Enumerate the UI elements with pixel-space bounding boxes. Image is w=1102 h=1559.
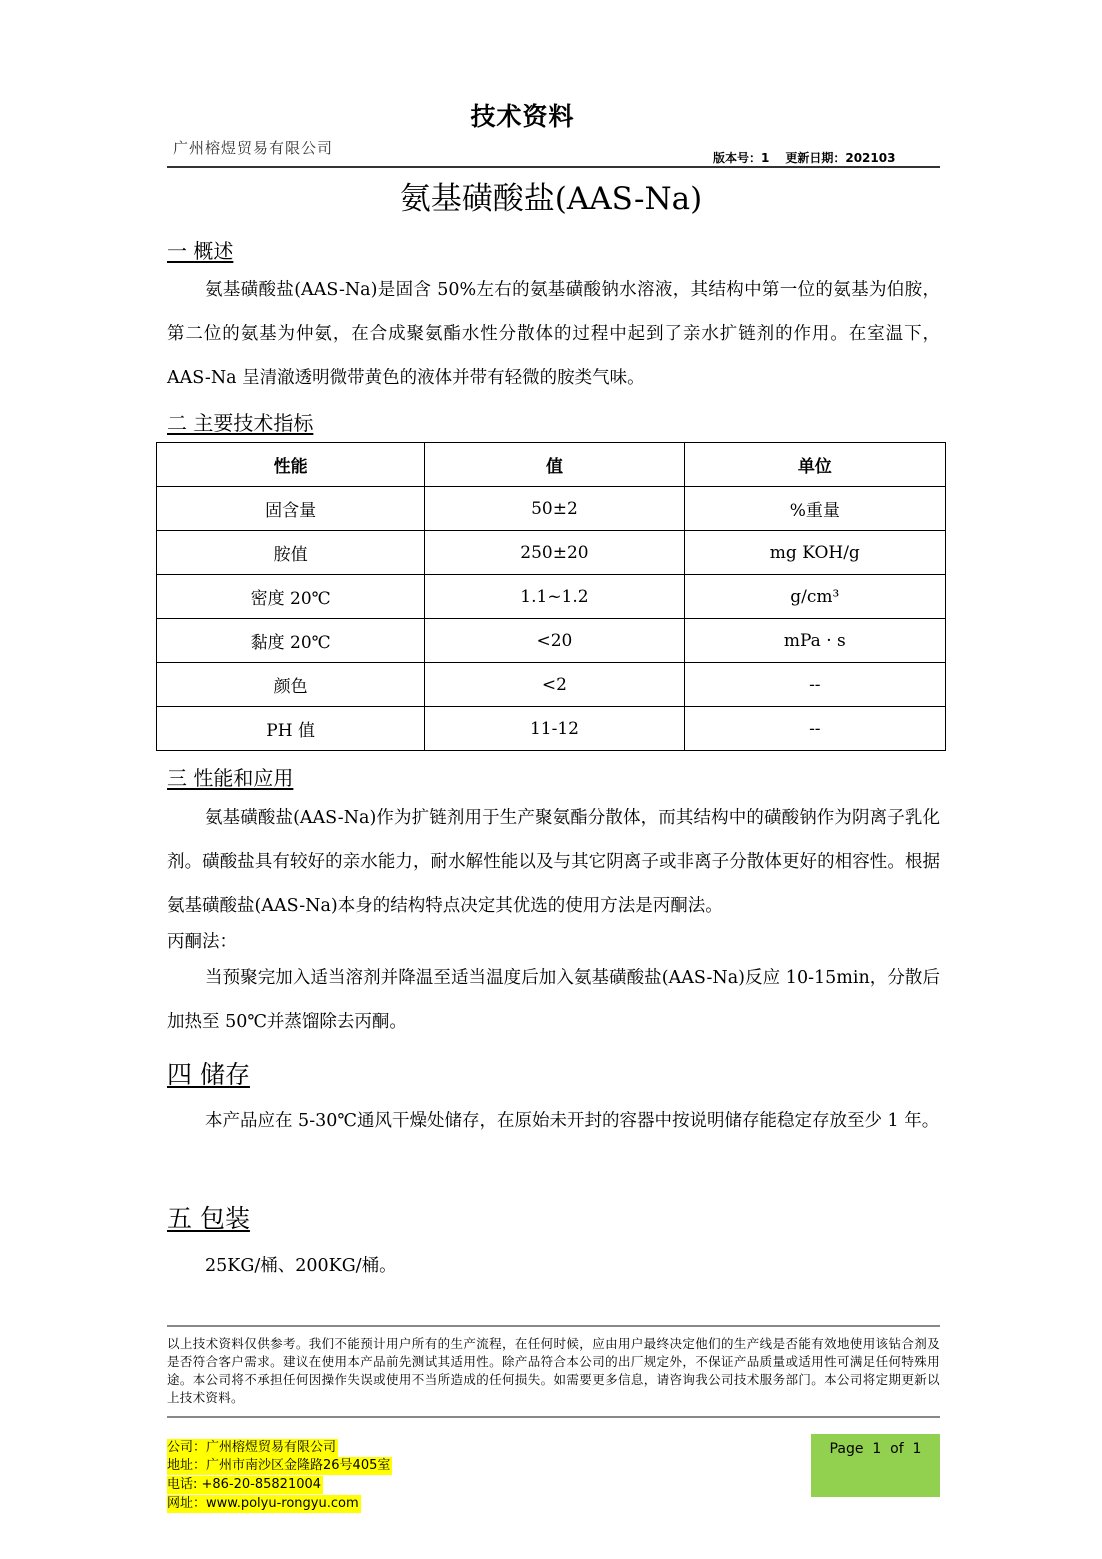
table-row — [157, 663, 946, 707]
table-cell: 50±2 — [425, 487, 684, 531]
table-cell: 250±20 — [425, 531, 684, 575]
table-cell: 胺值 — [157, 531, 425, 575]
table-header-cell: 值 — [425, 443, 684, 487]
table-cell: 颜色 — [157, 663, 425, 707]
storage-paragraph: 本产品应在 5-30℃通风干燥处储存，在原始未开封的容器中按说明储存能稳定存放至少 1 年。 — [205, 1111, 940, 1131]
table-cell: g/cm³ — [684, 575, 945, 619]
table-cell: <20 — [425, 619, 684, 663]
table-cell: mg KOH/g — [684, 531, 945, 575]
table-row — [157, 619, 946, 663]
table-cell: -- — [684, 663, 945, 707]
version-info — [713, 149, 911, 166]
update-date: 更新日期：202103 — [785, 151, 896, 165]
table-cell: PH 值 — [157, 707, 425, 751]
page-number: Page 1 of 1 — [829, 1441, 922, 1457]
table-cell: 密度 20℃ — [157, 575, 425, 619]
contact-website: 网址：www.polyu-rongyu.com — [167, 1496, 359, 1511]
disclaimer-text: 以上技术资料仅供参考。我们不能预计用户所有的生产流程，在任何时候，应由用户最终决定他们的生产线是否能有效地使用该钻合剂及是否符合客户需求。建议在使用本产品前先测试其适用性。除产品符合本公司的出厂规定外，不保证产品质量或适用性可满足任何特殊用途。本公司将不承担任何因操作失误或使用不当所造成的任何损失。如需要更多信息，请咨询我公司技术服务部门。本公司将定期更新以上技术资料。 — [167, 1336, 940, 1405]
section-heading-applications: 三 性能和应用 — [167, 766, 294, 790]
page-number-box — [811, 1434, 940, 1497]
spec-table — [156, 442, 946, 751]
table-cell: <2 — [425, 663, 684, 707]
table-row — [157, 575, 946, 619]
section-heading-packaging: 五 包装 — [167, 1204, 250, 1233]
table-header-cell: 单位 — [684, 443, 945, 487]
packaging-paragraph: 25KG/桶、200KG/桶。 — [205, 1256, 397, 1276]
table-cell: 1.1~1.2 — [425, 575, 684, 619]
section-heading-storage: 四 储存 — [167, 1060, 250, 1089]
section-heading-overview: 一 概述 — [167, 239, 234, 263]
acetone-method-paragraph: 当预聚完加入适当溶剂并降温至适当温度后加入氨基磺酸盐(AAS-Na)反应 10-15min，分散后加热至 50℃并蒸馏除去丙酮。 — [167, 968, 940, 1032]
table-header-cell: 性能 — [157, 443, 425, 487]
section-heading-specs: 二 主要技术指标 — [167, 411, 314, 435]
table-row — [157, 531, 946, 575]
table-row — [157, 487, 946, 531]
table-cell: 11-12 — [425, 707, 684, 751]
version-number: 版本号：1 — [713, 151, 770, 165]
footer-divider-top — [167, 1325, 940, 1327]
company-name-header: 广州榕煜贸易有限公司 — [173, 139, 334, 157]
header-divider — [167, 166, 940, 168]
table-cell: mPa · s — [684, 619, 945, 663]
table-header-row — [157, 443, 946, 487]
table-cell: 固含量 — [157, 487, 425, 531]
contact-company: 公司：广州榕煜贸易有限公司 — [167, 1440, 337, 1455]
acetone-method-label: 丙酮法： — [167, 932, 237, 952]
overview-paragraph: 氨基磺酸盐(AAS-Na)是固含 50%左右的氨基磺酸钠水溶液，其结构中第一位的氨基为伯胺，第二位的氨基为仲氨，在合成聚氨酯水性分散体的过程中起到了亲水扩链剂的作用。在室温下，AAS-Na 呈清澈透明微带黄色的液体并带有轻微的胺类气味。 — [167, 280, 940, 388]
table-cell: 黏度 20℃ — [157, 619, 425, 663]
table-row — [157, 707, 946, 751]
product-title: 氨基磺酸盐(AAS-Na) — [399, 181, 703, 217]
table-cell: %重量 — [684, 487, 945, 531]
footer-divider-bottom — [167, 1416, 940, 1418]
table-cell: -- — [684, 707, 945, 751]
document-title: 技术资料 — [470, 102, 575, 131]
contact-address: 地址：广州市南沙区金隆路26号405室 — [167, 1458, 391, 1473]
contact-phone: 电话: +86-20-85821004 — [167, 1477, 322, 1492]
applications-paragraph: 氨基磺酸盐(AAS-Na)作为扩链剂用于生产聚氨酯分散体，而其结构中的磺酸钠作为阴离子乳化剂。磺酸盐具有较好的亲水能力，耐水解性能以及与其它阴离子或非离子分散体更好的相容性。根据氨基磺酸盐(AAS-Na)本身的结构特点决定其优选的使用方法是丙酮法。 — [167, 808, 940, 916]
